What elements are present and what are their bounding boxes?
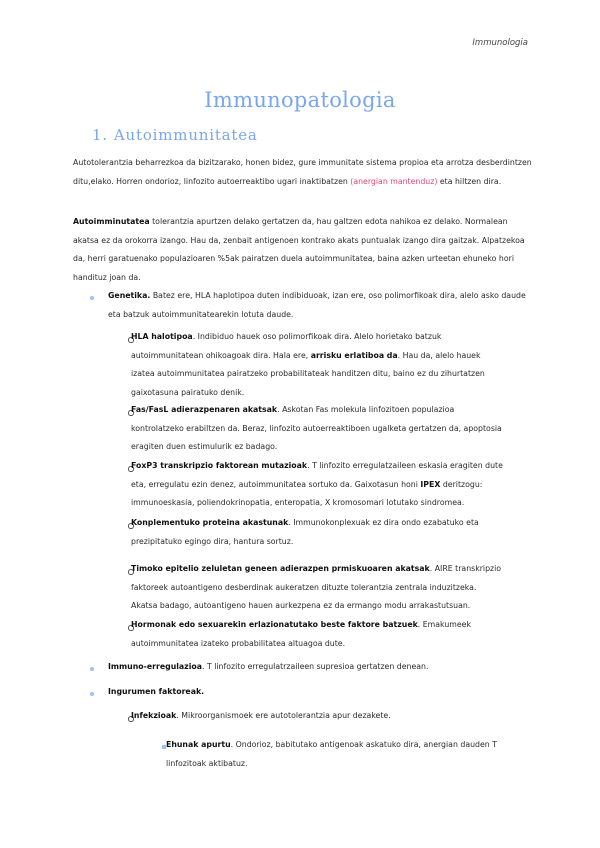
list-item-konplementu — [131, 514, 503, 551]
list-item-ehunak — [166, 736, 526, 773]
item-text: . T linfozito erregulatrzaileen supresioa gertatzen denean. — [202, 662, 429, 671]
item-text: . T linfozito erregulatzaileen eskasia eragiten dute eta, erregulatu ezin denez, autoimmunitatea sortuko da. Gaixotasun honi — [131, 461, 503, 489]
item-label: Immuno-erregulazioa — [108, 662, 203, 671]
paragraph-text-end: eta hiltzen dira. — [437, 176, 502, 186]
item-label: Ingurumen faktoreak. — [108, 687, 205, 696]
list-item-infekzioak — [131, 707, 503, 726]
item-text-2: . Hau da, alelo hauek izatea autoimmunitatea pairatzeko probabilitateak handitzen ditu, baino ez du zihurtatzen gaixotasuna pairatuko denik. — [131, 350, 485, 397]
list-item-immuno — [108, 658, 533, 677]
item-text: . Mikroorganismoek ere autotolerantzia apur dezakete. — [176, 711, 391, 720]
item-label: Genetika. — [108, 291, 151, 300]
item-label: Konplementuko proteina akastunak — [131, 518, 289, 527]
list-item-timoko — [131, 560, 503, 616]
highlight-text: (anergian mantenduz) — [350, 176, 438, 186]
list-item-genetika — [108, 287, 533, 324]
item-text: . AIRE transkripzio faktoreek autoantigeno desberdinak aukeratzen dituzte tolerantzia zentrala induzitzeka. Akatsa badago, autoantigeno hauen aurkezpena ez da ermango modu arrakastutsuan. — [131, 564, 502, 610]
item-text: Batez ere, HLA haplotipoa duten indibiduoak, izan ere, oso polimorfikoak dira, alelo asko daude eta batzuk autoimmunitatearekin lotuta daude. — [108, 291, 526, 319]
item-bold: arrisku erlatiboa da — [310, 350, 398, 360]
list-item-ingurumen — [108, 683, 533, 702]
bullet-dot — [90, 692, 94, 696]
item-label: Fas/FasL adierazpenaren akatsak — [131, 405, 278, 414]
item-label: Timoko epitelio zeluletan geneen adierazpen prmiskuoaren akatsak — [131, 564, 430, 573]
section-number: 1. — [92, 126, 108, 144]
item-text: . Askotan Fas molekula linfozitoen populazioa kontrolatzeko erabiltzen da. Beraz, linfozito autoerreaktiboen ugalketa gertatzen da, apoptosia eragiten duen estimulurik ez badago. — [131, 405, 502, 451]
item-label: FoxP3 transkripzio faktorean mutazioak — [131, 461, 308, 470]
bullet-dot — [90, 667, 94, 671]
item-text: . Immunokonplexuak ez dira ondo ezabatuko eta prezipitatuko egingo dira, hantura sortuz. — [131, 518, 479, 546]
item-label: Ehunak apurtu — [166, 740, 231, 749]
bullet-dot — [90, 296, 94, 300]
item-bold: IPEX — [420, 479, 441, 489]
list-item-hla — [131, 328, 503, 402]
bold-term: Autoimminutatea — [73, 217, 150, 226]
list-item-hormonak — [131, 616, 503, 653]
item-label: HLA halotipoa — [131, 332, 193, 341]
page-title: Immunopatologia — [204, 88, 396, 112]
paragraph-text: tolerantzia apurtzen delako gertatzen da, hau galtzen edota nahikoa ez delako. Normalean akatsa ez da orokorra izango. Hau da, zenbait antigenoen kontrako akats puntualak izango dira gaitzak. Alpatzekoa da, herri garatuenako populazioaren %5ak pairatzen duela autoimmunitatea, baina azken urteetan ehuneko hori handituz joan da. — [73, 217, 525, 282]
item-text: . Indibiduo hauek oso polimorfikoak dira. Alelo horietako batzuk autoimmunitatean ohikoagoak dira. Hala ere, — [131, 332, 442, 360]
item-text: . Ondorioz, babitutako antigenoak askatuko dira, anergian dauden T linfozitoak aktibatuz. — [166, 740, 497, 768]
item-text: . Emakumeek autoimmunitatea izateko probabilitatea altuagoa dute. — [131, 620, 471, 648]
item-text-2: deritzogu: immunoeskasia, poliendokrinopatia, enteropatia, X kromosomari lotutako sindromea. — [131, 479, 483, 507]
factor-list — [73, 0, 533, 848]
list-item-foxp3 — [131, 457, 503, 513]
paragraph-text: Autotolerantzia beharrezkoa da bizitzarako, honen bidez, gure immunitate sistema propioa eta arrotza desberdintzen ditu,elako. Horren ondorioz, linfozito autoerreaktibo ugari inaktibatzen — [73, 158, 532, 186]
item-label: Infekzioak — [131, 711, 177, 720]
item-label: Hormonak edo sexuarekin erlazionatutako beste faktore batzuek — [131, 620, 418, 629]
section-title: Autoimmunitatea — [113, 126, 258, 144]
list-item-fas — [131, 401, 503, 457]
running-header: Immunologia — [472, 38, 528, 48]
